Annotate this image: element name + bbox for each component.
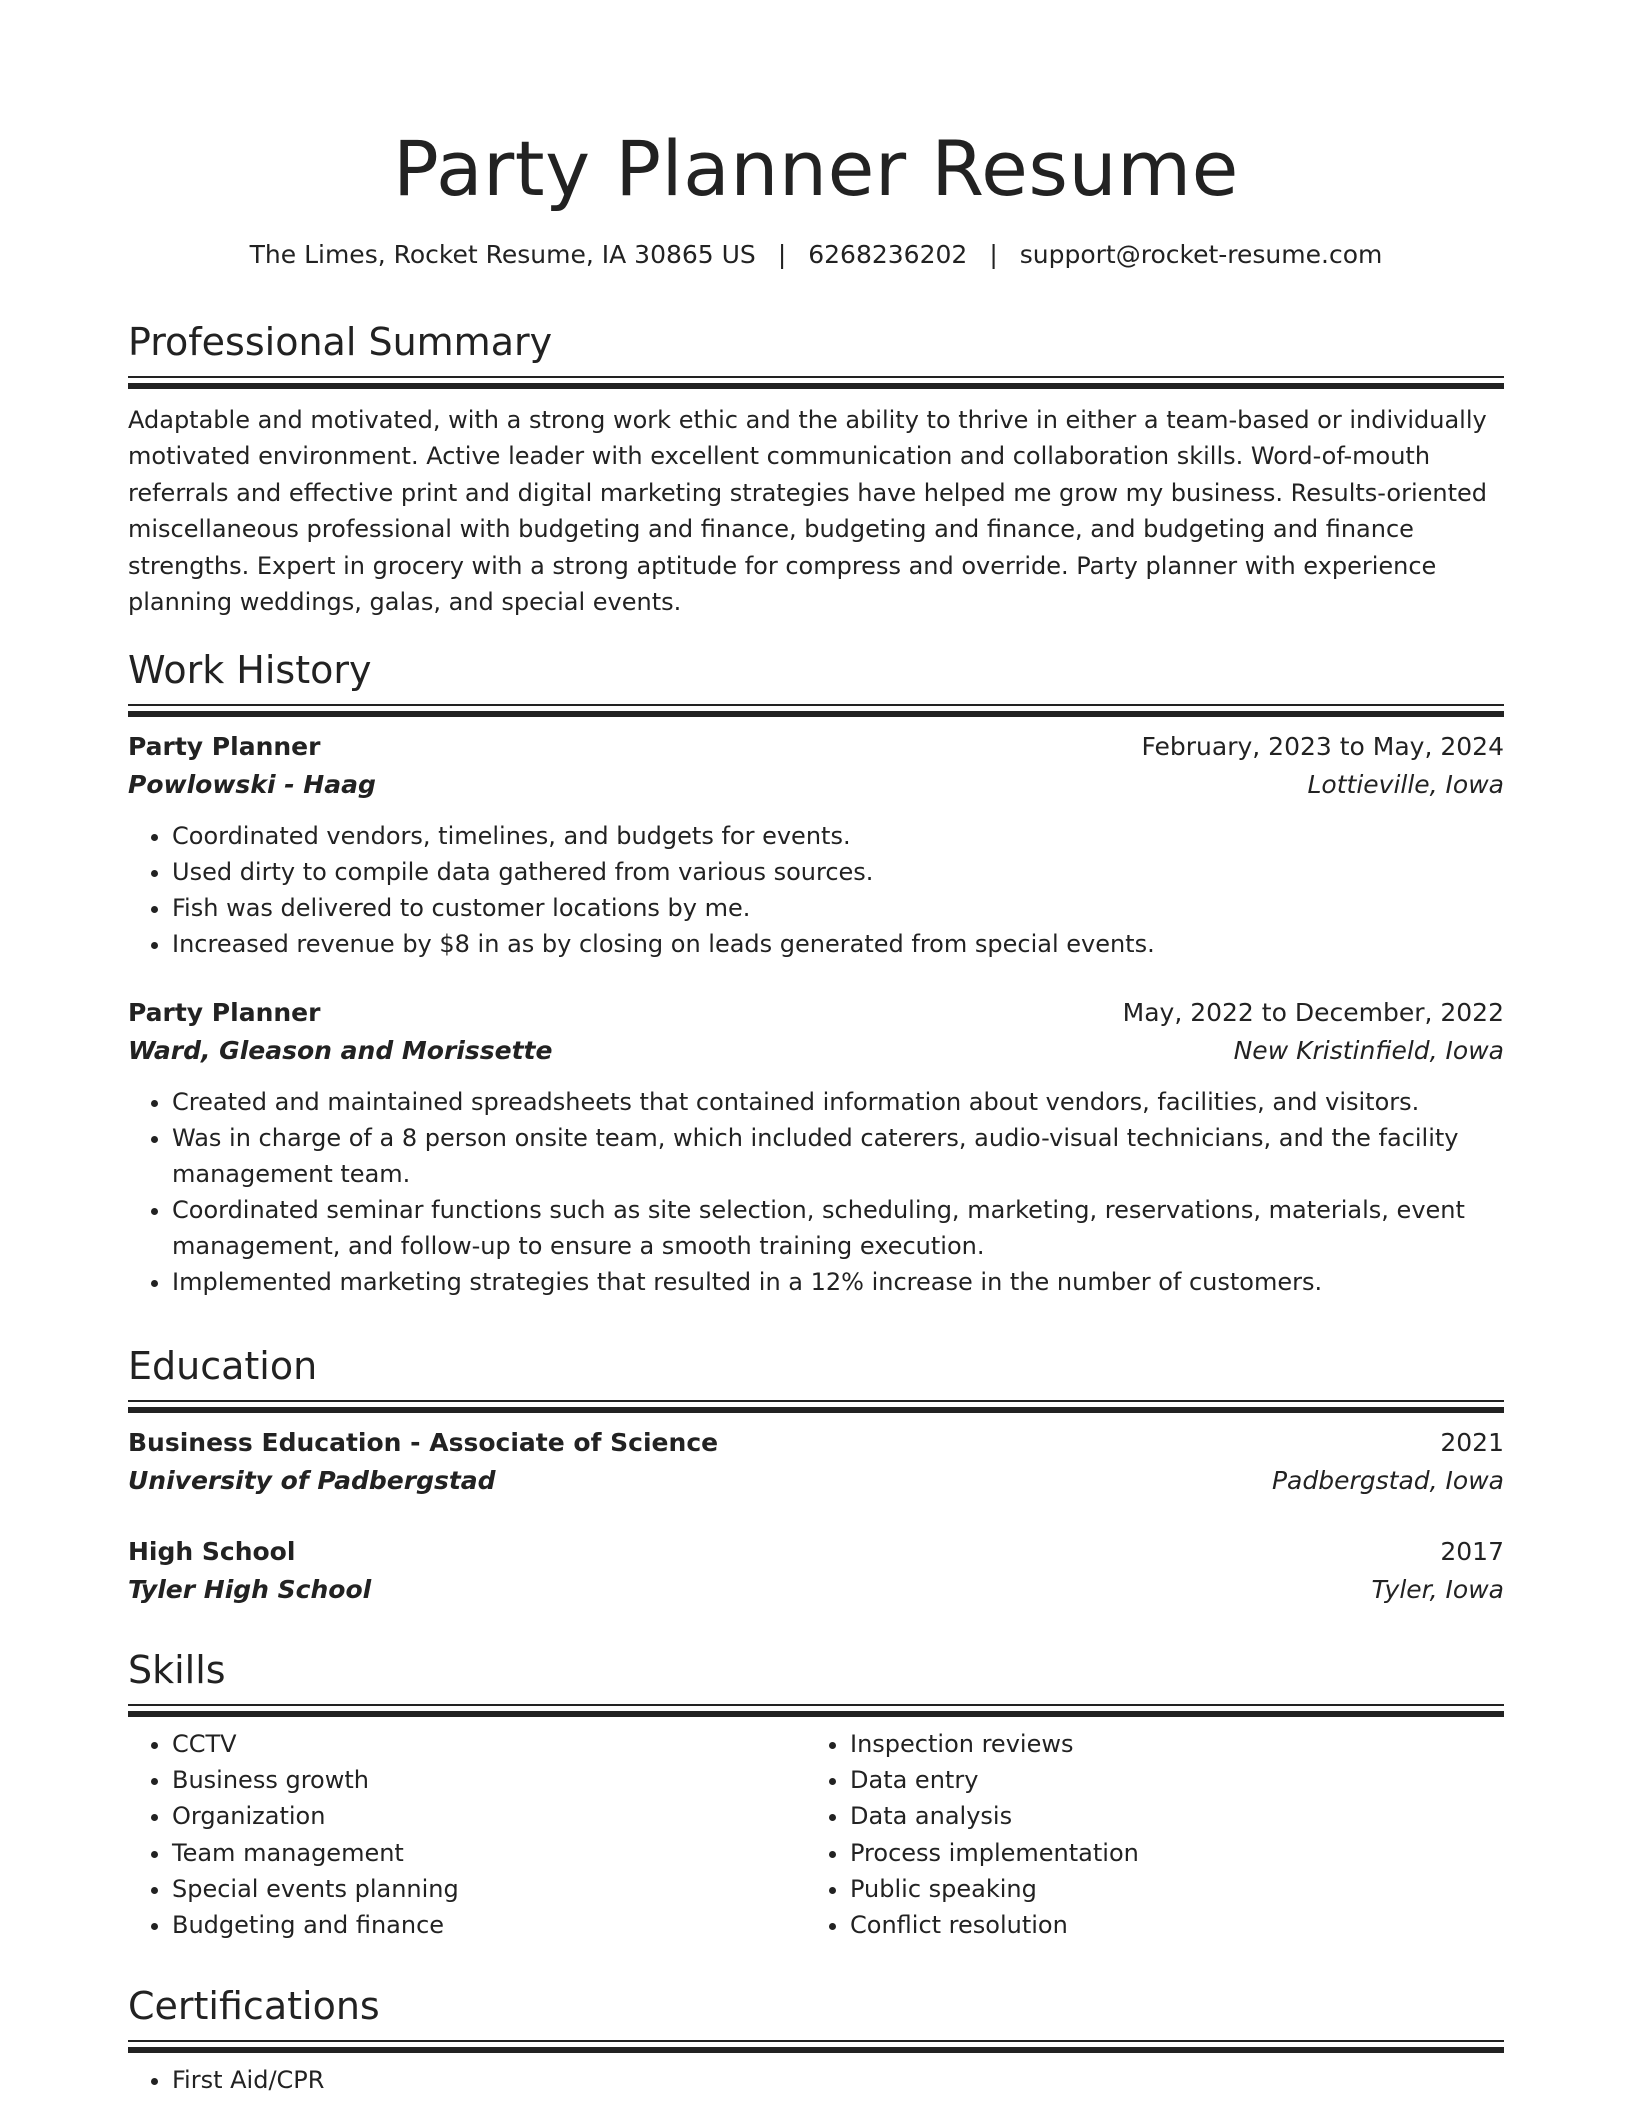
list-item: • Used dirty to compile data gathered from various sources. [172,854,1504,890]
job-bullets [128,1084,1504,1300]
section-certifications [128,1982,1504,2098]
job-location: New Kristinfield, Iowa [1233,1036,1504,1065]
list-item: • Was in charge of a 8 person onsite team, which included caterers, audio-visual technicians, and the facility management team. [172,1120,1504,1192]
education-school: University of Padbergstad [128,1466,496,1495]
contact-separator: | [777,240,787,269]
job-bullets [128,818,1504,962]
list-item: • Data analysis [850,1798,1484,1834]
list-item: • Created and maintained spreadsheets that contained information about vendors, facilities, and visitors. [172,1084,1504,1120]
contact-line [128,238,1504,272]
job-dates: May, 2022 to December, 2022 [1122,998,1504,1027]
certifications-list [128,2062,1504,2098]
list-item: • Budgeting and finance [172,1907,806,1943]
job-title: Party Planner [128,998,321,1027]
job-location: Lottieville, Iowa [1307,770,1504,799]
list-item: • First Aid/CPR [172,2062,1504,2098]
section-summary [128,318,1504,620]
job-company: Powlowski - Haag [128,770,376,799]
education-entry [128,1533,1504,1609]
list-item: • Data entry [850,1762,1484,1798]
list-item: • Coordinated vendors, timelines, and budgets for events. [172,818,1504,854]
section-heading: Skills [128,1648,226,1692]
skills-column-left [128,1726,806,1943]
list-item: • CCTV [172,1726,806,1762]
education-year: 2021 [1440,1428,1504,1457]
job-entry [128,994,1504,1300]
list-item: • Organization [172,1798,806,1834]
job-title: Party Planner [128,732,321,761]
list-item: • Conflict resolution [850,1907,1484,1943]
section-heading: Professional Summary [128,320,553,364]
list-item: • Fish was delivered to customer locations by me. [172,890,1504,926]
section-divider [128,376,1504,390]
section-skills [128,1646,1504,1943]
list-item: • Implemented marketing strategies that resulted in a 12% increase in the number of customers. [172,1264,1504,1300]
contact-email: support@rocket-resume.com [1019,240,1383,269]
list-item: • Inspection reviews [850,1726,1484,1762]
section-divider [128,704,1504,718]
education-location: Tyler, Iowa [1371,1575,1504,1604]
section-work-history [128,646,1504,1300]
list-item: • Public speaking [850,1871,1484,1907]
section-education [128,1342,1504,1609]
section-divider [128,1704,1504,1718]
job-entry [128,728,1504,962]
education-school: Tyler High School [128,1575,372,1604]
list-item: • Increased revenue by $8 in as by closing on leads generated from special events. [172,926,1504,962]
contact-phone: 6268236202 [808,240,968,269]
section-divider [128,1400,1504,1414]
list-item: • Special events planning [172,1871,806,1907]
list-item: • Coordinated seminar functions such as site selection, scheduling, marketing, reservations, materials, event management, and follow-up to ensure a smooth training execution. [172,1192,1504,1264]
list-item: • Process implementation [850,1835,1484,1871]
education-location: Padbergstad, Iowa [1271,1466,1504,1495]
skills-column-right [806,1726,1484,1943]
job-company: Ward, Gleason and Morissette [128,1036,553,1065]
skills-grid [128,1726,1504,1943]
section-heading: Certifications [128,1984,380,2028]
section-divider [128,2040,1504,2054]
education-entry [128,1424,1504,1500]
education-year: 2017 [1440,1537,1504,1566]
contact-address: The Limes, Rocket Resume, IA 30865 US [249,240,756,269]
job-dates: February, 2023 to May, 2024 [1141,732,1504,761]
education-degree: High School [128,1537,296,1566]
section-heading: Education [128,1344,318,1388]
list-item: • Business growth [172,1762,806,1798]
section-heading: Work History [128,648,372,692]
list-item: • Team management [172,1835,806,1871]
summary-text: Adaptable and motivated, with a strong work ethic and the ability to thrive in either a team-based or individually motivated environment. Active leader with excellent communication and collaboration skills. Word-of-mouth referrals and effective print and digital marketing strategies have helped me grow my business. Results-oriented miscellaneous professional with budgeting and finance, budgeting and finance, and budgeting and finance strengths. Expert in grocery with a strong aptitude for compress and override. Party planner with experience planning weddings, galas, and special events. [128,406,1488,617]
contact-separator: | [989,240,998,269]
education-degree: Business Education - Associate of Science [128,1428,719,1457]
resume-title: Party Planner Resume [393,124,1239,213]
